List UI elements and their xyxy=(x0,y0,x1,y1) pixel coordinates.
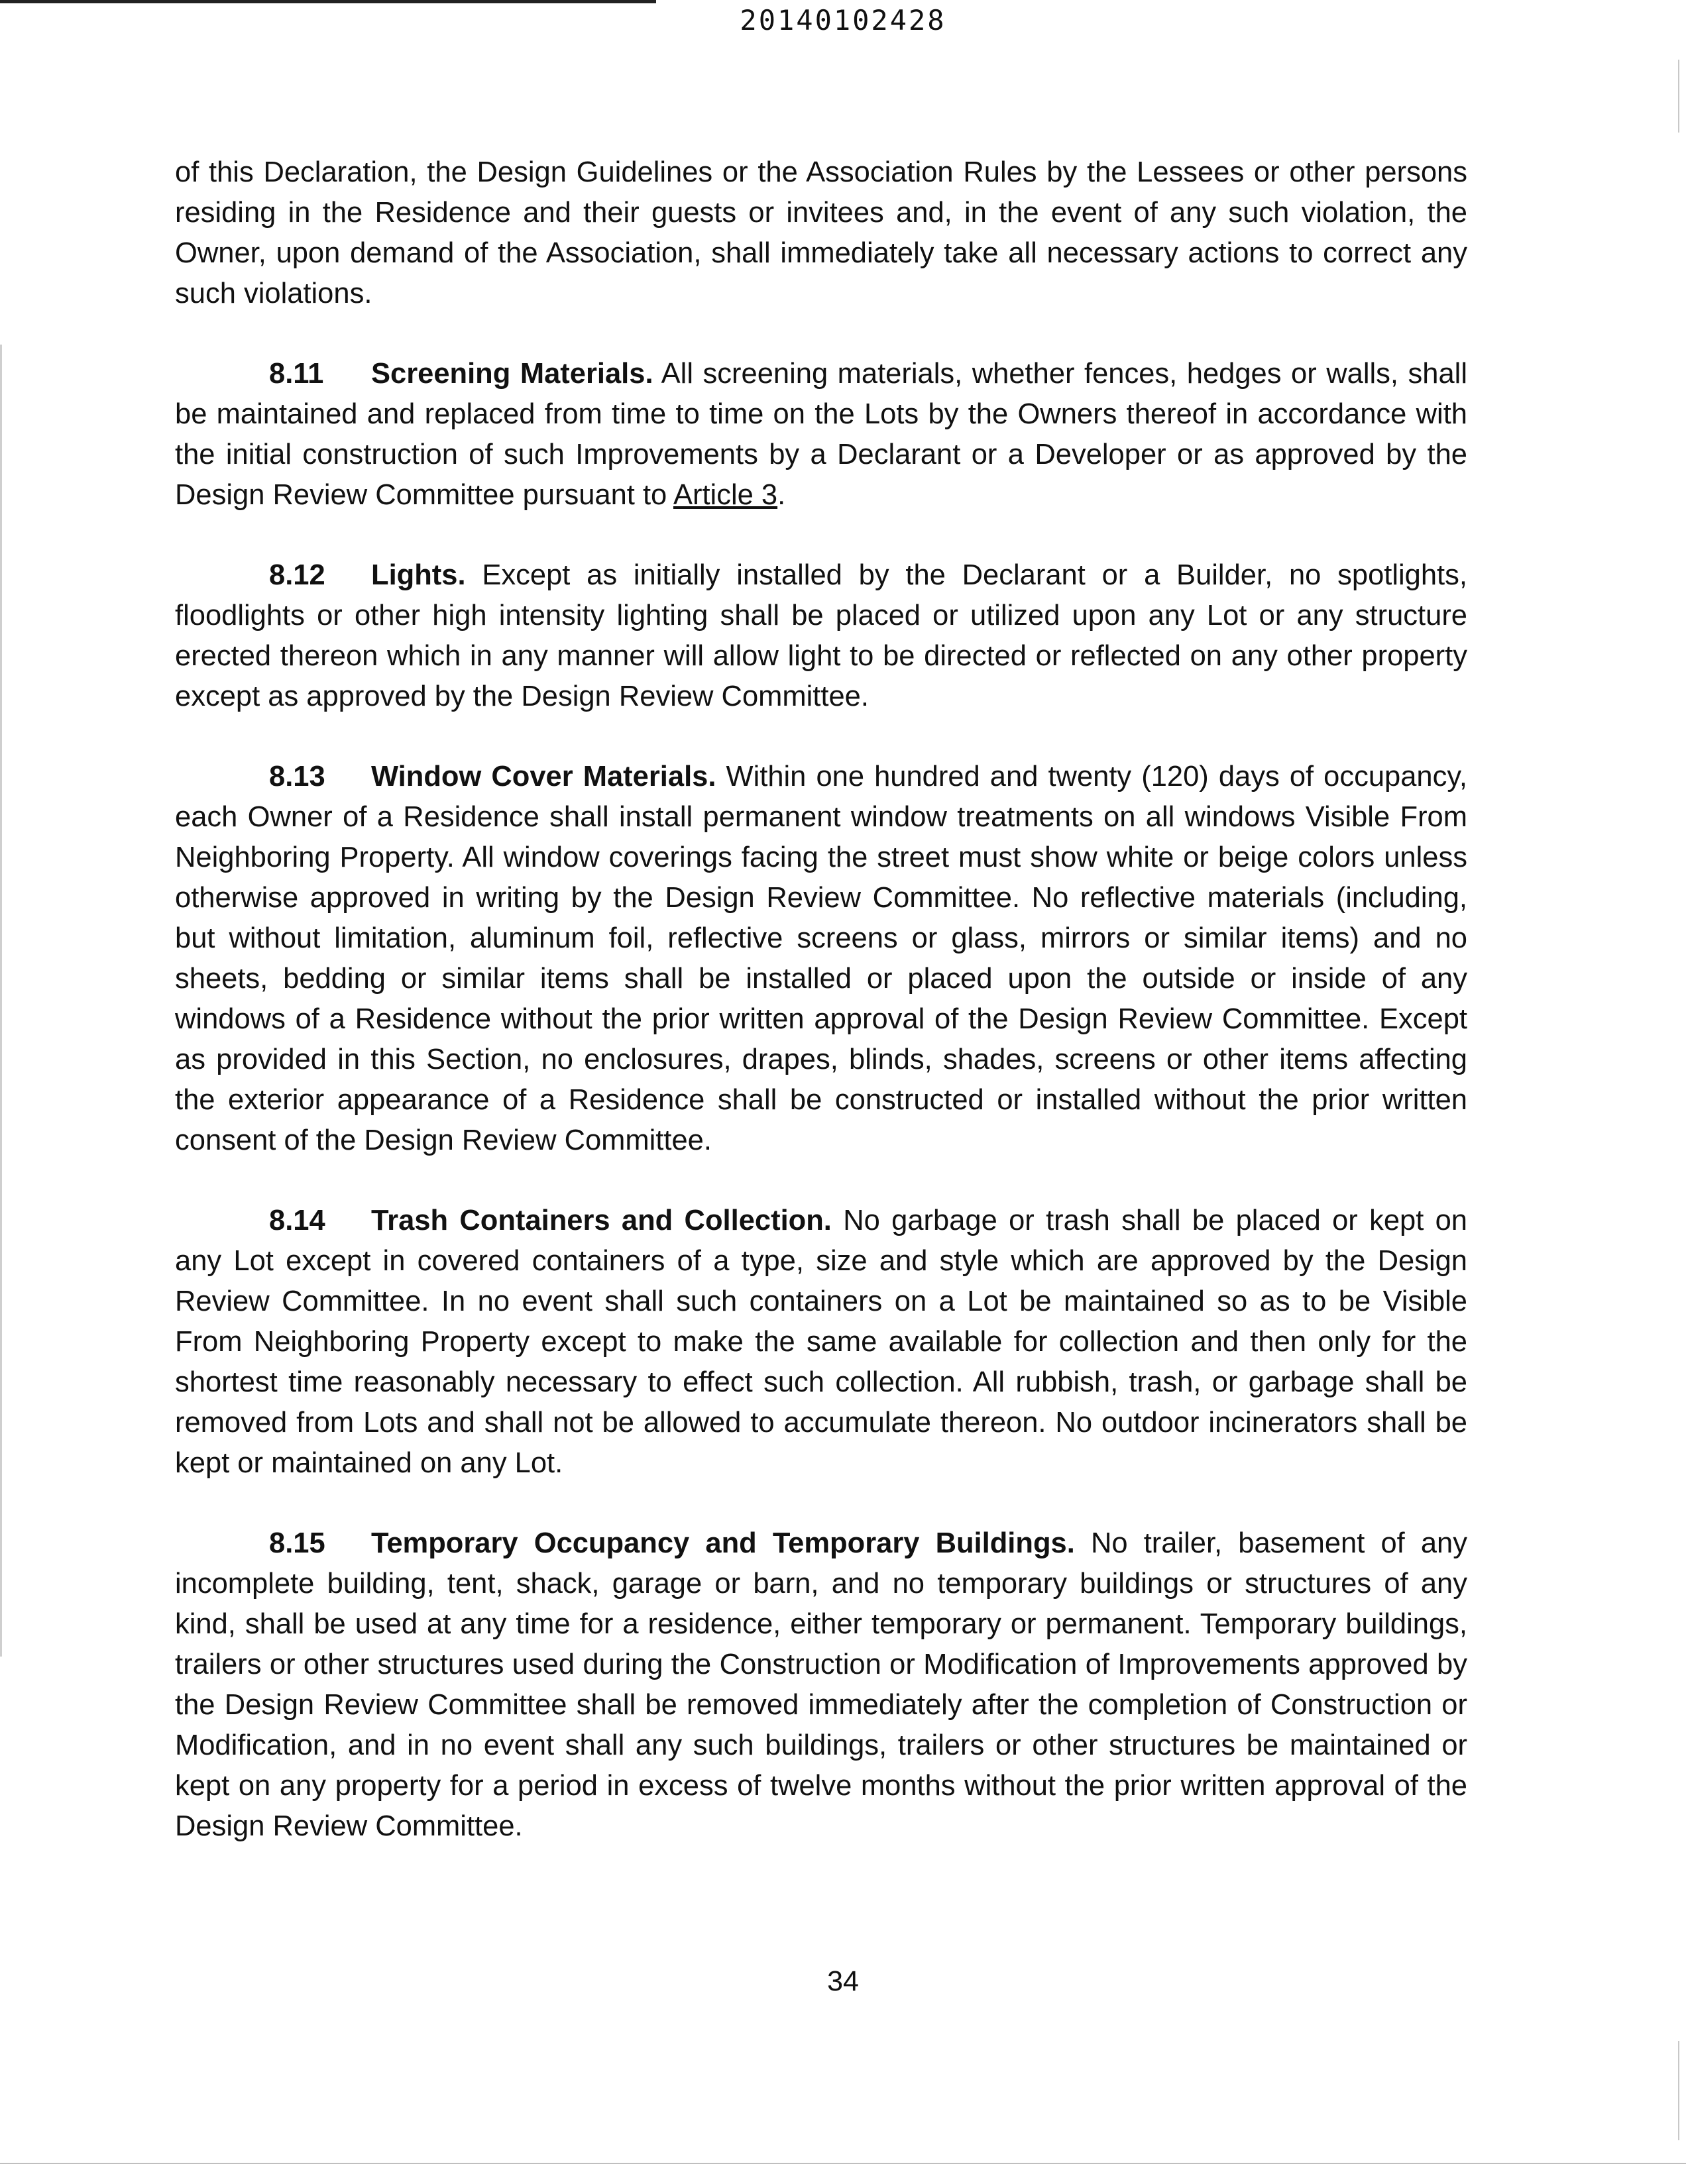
section-title: Temporary Occupancy and Temporary Buildings. xyxy=(371,1527,1075,1559)
section-number: 8.13 xyxy=(269,761,325,792)
section-text: Within one hundred and twenty (120) days of occupancy, each Owner of a Residence shall install permanent window treatments on all windows Visible From Neighboring Property. All window coverings facing the street must show white or beige colors unless otherwise approved in writing by the Design Review Committee. No reflective materials (including, but without limitation, aluminum foil, reflective screens or glass, mirrors or similar items) and no sheets, bedding or similar items shall be installed or placed upon the outside or inside of any windows of a Residence without the prior written approval of the Design Review Committee. Except as provided in this Section, no enclosures, drapes, blinds, shades, screens or other items affecting the exterior appearance of a Residence shall be constructed or installed without the prior written consent of the Design Review Committee. xyxy=(175,761,1467,1156)
section-text: All screening materials, whether fences, hedges or walls, shall be maintained and replaced from time to time on the Lots by the Owners thereof in accordance with the initial construction of such Improvements by a Declarant or a Developer or as approved by the Design Review Committee pursuant to xyxy=(175,358,1467,511)
scan-artifact-right-mark xyxy=(1678,60,1679,133)
scan-artifact-bottom-line xyxy=(0,2163,1686,2164)
section-title: Lights. xyxy=(371,559,466,591)
section-8-12 xyxy=(175,555,1467,717)
section-8-14 xyxy=(175,1201,1467,1484)
section-text: No trailer, basement of any incomplete building, tent, shack, garage or barn, and no temporary buildings or structures of any kind, shall be used at any time for a residence, either temporary or permanent. Temporary buildings, trailers or other structures used during the Construction or Modification of Improvements approved by the Design Review Committee shall be removed immediately after the completion of Construction or Modification, and in no event shall any such buildings, trailers or other structures be maintained or kept on any property for a period in excess of twelve months without the prior written approval of the Design Review Committee. xyxy=(175,1527,1467,1842)
document-recording-number: 20140102428 xyxy=(740,4,946,36)
section-title: Window Cover Materials. xyxy=(371,761,716,792)
section-number: 8.15 xyxy=(269,1527,325,1559)
article-reference-link[interactable]: Article 3 xyxy=(673,479,778,511)
intro-paragraph: of this Declaration, the Design Guidelines or the Association Rules by the Lessees or other persons residing in the Residence and their guests or invitees and, in the event of any such violation, the Owner, upon demand of the Association, shall immediately take all necessary actions to correct any such violations. xyxy=(175,156,1467,309)
section-8-11 xyxy=(175,354,1467,516)
section-8-15 xyxy=(175,1523,1467,1847)
section-text-end: . xyxy=(777,479,786,511)
section-number: 8.12 xyxy=(269,559,325,591)
section-number: 8.14 xyxy=(269,1205,325,1236)
scan-artifact-right-mark-lower xyxy=(1678,2041,1679,2140)
section-number: 8.11 xyxy=(269,358,324,390)
scan-artifact-top-line xyxy=(0,0,656,3)
document-body xyxy=(175,152,1467,1886)
section-8-13 xyxy=(175,757,1467,1161)
section-text: Except as initially installed by the Declarant or a Builder, no spotlights, floodlights or other high intensity lighting shall be placed or utilized upon any Lot or any structure erected thereon which in any manner will allow light to be directed or reflected on any other property except as approved by the Design Review Committee. xyxy=(175,559,1467,712)
page-number: 34 xyxy=(827,1965,859,1997)
section-title: Trash Containers and Collection. xyxy=(371,1205,832,1236)
scan-artifact-left-edge xyxy=(0,345,2,1657)
section-title: Screening Materials. xyxy=(371,358,653,390)
section-text: No garbage or trash shall be placed or kept on any Lot except in covered containers of a type, size and style which are approved by the Design Review Committee. In no event shall such containers on a Lot be maintained so as to be Visible From Neighboring Property except to make the same available for collection and then only for the shortest time reasonably necessary to effect such collection. All rubbish, trash, or garbage shall be removed from Lots and shall not be allowed to accumulate thereon. No outdoor incinerators shall be kept or maintained on any Lot. xyxy=(175,1205,1467,1479)
